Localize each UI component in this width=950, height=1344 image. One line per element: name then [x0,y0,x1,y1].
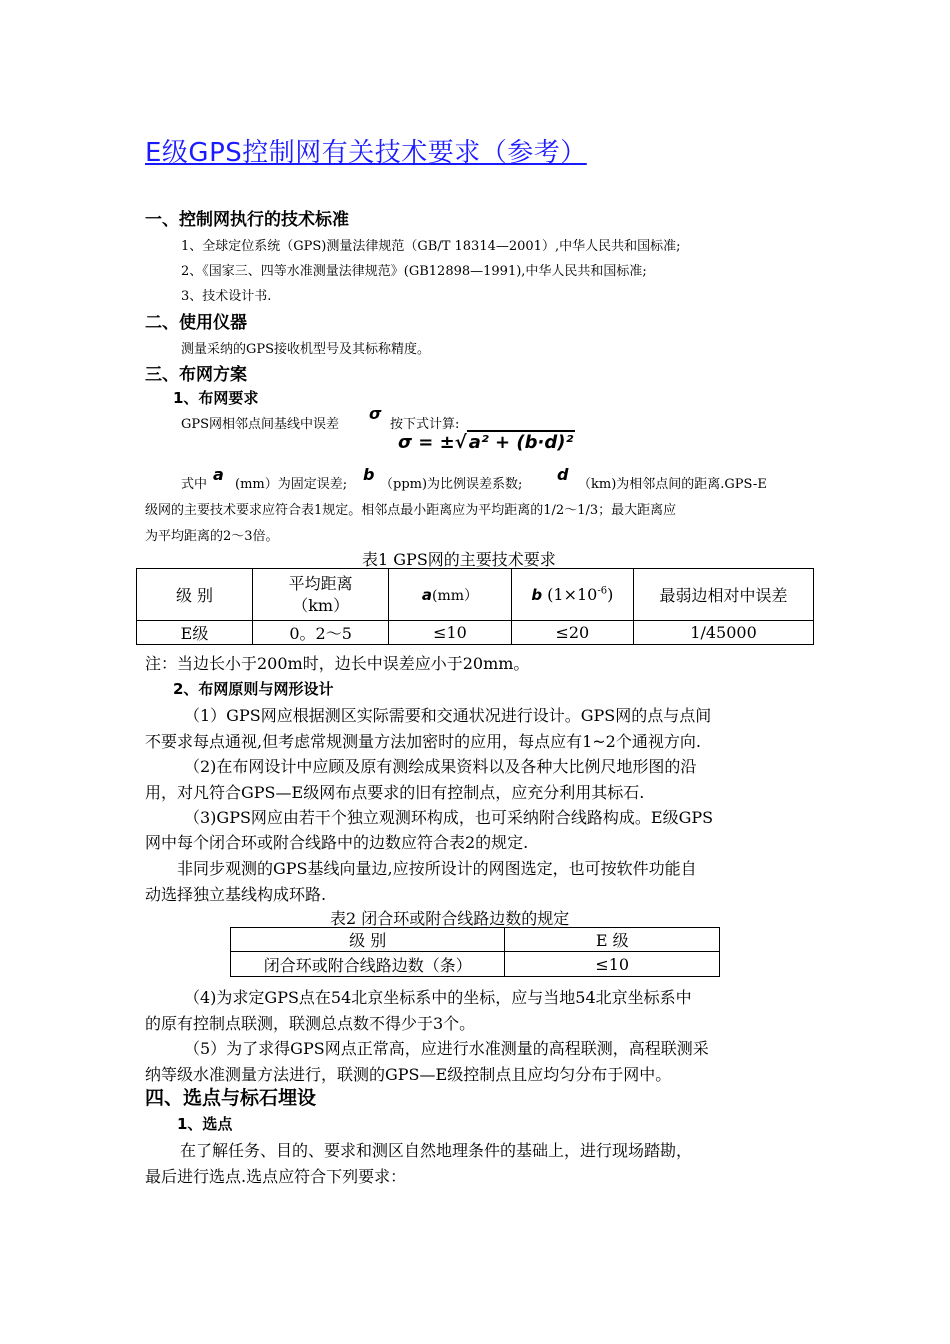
principle-line-8: 动选择独立基线构成环路. [145,885,327,904]
para1-text-a: 式中 [181,477,208,492]
table1-note: 注：当边长小于200m时，边长中误差应小于20mm。 [145,654,530,673]
table1-header-b-exp: -6 [597,585,608,597]
coord-line-1: （4)为求定GPS点在54北京坐标系中的坐标，应与当地54北京坐标系中 [184,988,692,1007]
table1-cell-a: ≤10 [389,621,511,645]
table2-header-grade: 级 别 [231,928,505,952]
para1-text-c: （ppm)为比例误差系数; [380,477,523,492]
table2-cell-label: 闭合环或附合线路边数（条） [231,952,505,977]
table1-header-b-unit: (1×10 [547,585,598,604]
table1-header-error: 最弱边相对中误差 [634,569,814,621]
principle-line-2: 不要求每点通视,但考虑常规测量方法加密时的应用，每点应有1~2个通视方向. [145,732,701,751]
calc-text-b: 按下式计算: [390,417,460,432]
table1-header-distance [253,569,389,621]
table1-cell-grade: E级 [137,621,253,645]
selection-line-2: 最后进行选点.选点应符合下列要求： [145,1167,407,1186]
sigma-symbol: σ [369,404,382,423]
table1-caption: 表1 GPS网的主要技术要求 [362,550,556,569]
standard-item-1: 1、全球定位系统（GPS)测量法律规范（GB/T 18314—2001）,中华人民共和国标准; [181,239,681,254]
para1-line3: 为平均距离的2～3倍。 [145,529,279,544]
table2 [230,927,720,977]
height-line-1: （5）为了求得GPS网点正常高，应进行水准测量的高程联测，高程联测采 [184,1039,709,1058]
table1-header-distance-line2: （km） [292,595,350,615]
table1-header-distance-line1: 平均距离 [288,573,353,593]
standard-item-2: 2、《国家三、四等水准测量法律规范》(GB12898—1991),中华人民共和国标准; [181,264,647,279]
table1-cell-b: ≤20 [511,621,633,645]
principle-line-7: 非同步观测的GPS基线向量边,应按所设计的网图选定，也可按软件功能自 [177,859,697,878]
subsection-design-principles: 2、布网原则与网形设计 [173,680,334,698]
d-symbol: d [557,465,569,484]
principle-line-3: （2)在布网设计中应顾及原有测绘成果资料以及各种大比例尺地形图的沿 [184,757,697,776]
para1-line2: 级网的主要技术要求应符合表1规定。相邻点最小距离应为平均距离的1/2～1/3；最大距离应 [145,503,677,518]
subsection-layout-requirements: 1、布网要求 [173,389,259,407]
table1-header-a-unit: (mm） [432,587,479,604]
instrument-text: 测量采纳的GPS接收机型号及其标称精度。 [181,342,431,357]
para1-text-b: (mm）为固定误差; [235,477,348,492]
b-symbol: b [363,465,375,484]
table1-header-a [389,569,511,621]
para1-text-d: （km)为相邻点间的距离.GPS-E [578,477,767,492]
table1-header-b-end: ) [607,585,614,604]
table2-cell-value: ≤10 [505,952,720,977]
calc-text-a: GPS网相邻点间基线中误差 [181,417,340,432]
formula [398,432,575,453]
sqrt-icon: √ [454,432,467,453]
formula-lhs: σ = ± [398,432,455,453]
a-symbol: a [213,465,224,484]
section-1-heading: 一、控制网执行的技术标准 [145,210,349,230]
formula-radicand: a² + (b·d)² [468,432,574,453]
table2-caption: 表2 闭合环或附合线路边数的规定 [330,909,570,928]
table1-b-symbol: b [531,586,543,604]
subsection-site-selection: 1、选点 [177,1115,233,1133]
coord-line-2: 的原有控制点联测，联测总点数不得少于3个。 [145,1014,476,1033]
section-3-heading: 三、布网方案 [145,365,247,385]
section-4-heading: 四、选点与标石埋设 [145,1087,317,1109]
principle-line-4: 用，对凡符合GPS—E级网布点要求的旧有控制点，应充分利用其标石. [145,783,645,802]
table1 [136,568,814,645]
document-title[interactable]: E级GPS控制网有关技术要求（参考） [145,138,587,168]
table1-header-grade: 级 别 [137,569,253,621]
selection-line-1: 在了解任务、目的、要求和测区自然地理条件的基础上，进行现场踏勘， [180,1141,693,1160]
table1-header-b [511,569,633,621]
table1-cell-error: 1/45000 [634,621,814,645]
table2-header-e: E 级 [505,928,720,952]
principle-line-5: （3)GPS网应由若干个独立观测环构成，也可采纳附合线路构成。E级GPS [184,808,714,827]
height-line-2: 纳等级水准测量方法进行，联测的GPS—E级控制点且应均匀分布于网中。 [145,1065,672,1084]
standard-item-3: 3、技术设计书. [181,289,272,304]
section-2-heading: 二、使用仪器 [145,313,247,333]
table1-a-symbol: a [421,585,432,604]
principle-line-6: 网中每个闭合环或附合线路中的边数应符合表2的规定. [145,833,529,852]
table1-cell-distance: 0。2～5 [253,621,389,645]
principle-line-1: （1）GPS网应根据测区实际需要和交通状况进行设计。GPS网的点与点间 [184,706,712,725]
